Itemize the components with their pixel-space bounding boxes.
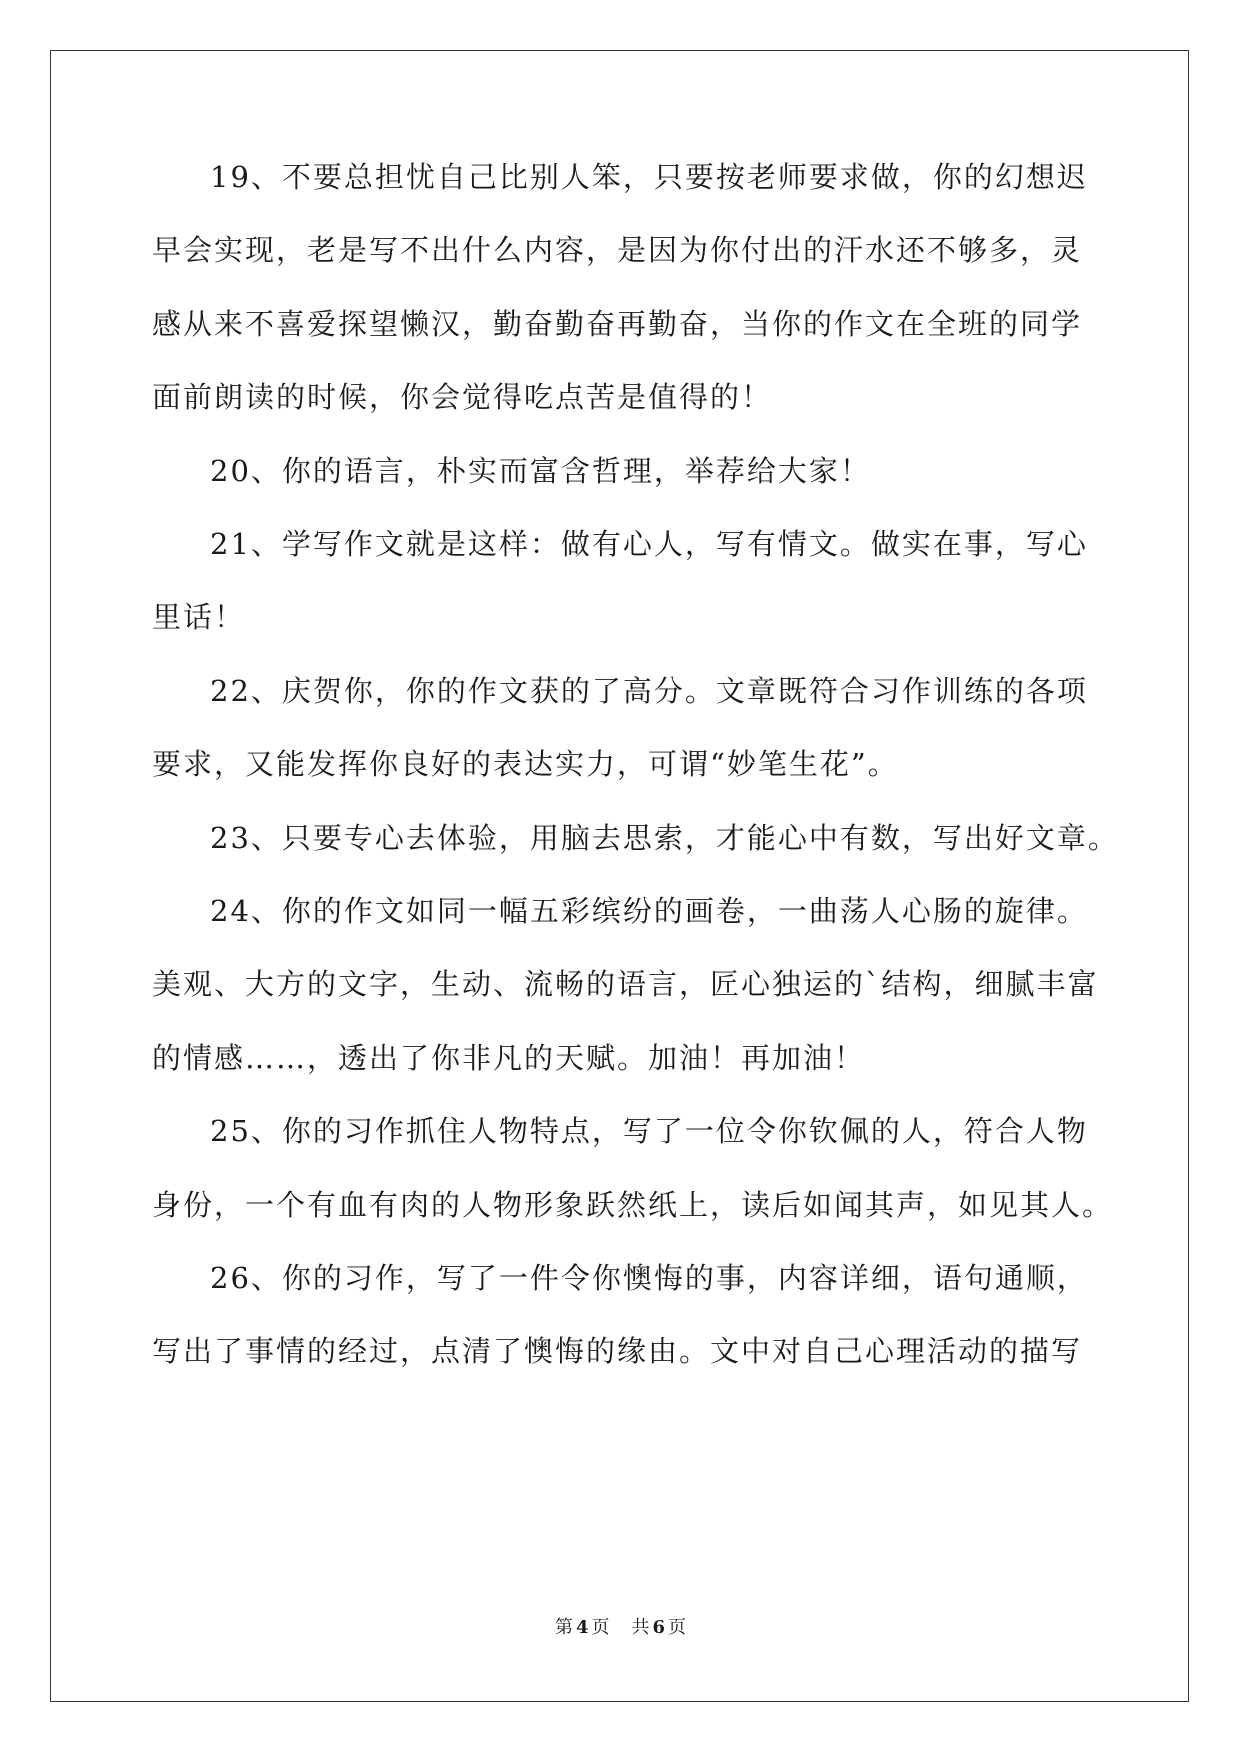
text-line: 身份，一个有血有肉的人物形象跃然纸上，读后如闻其声，如见其人。 (152, 1187, 1114, 1222)
footer-total-prefix: 共 (631, 1617, 650, 1638)
text-line: 里话！ (152, 600, 246, 635)
text-line: 感从来不喜爱探望懒汉，勤奋勤奋再勤奋，当你的作文在全班的同学 (152, 306, 1083, 341)
text-line: 写出了事情的经过，点清了懊悔的缘由。文中对自己心理活动的描写 (152, 1334, 1083, 1369)
text-line: 的情感……，透出了你非凡的天赋。加油！再加油！ (152, 1040, 866, 1075)
text-line: 美观、大方的文字，生动、流畅的语言，匠心独运的`结构，细腻丰富 (152, 967, 1099, 1002)
current-page-number: 4 (575, 1617, 589, 1638)
text-line: 19、不要总担忧自己比别人笨，只要按老师要求做，你的幻想迟 (210, 160, 1088, 194)
total-pages-number: 6 (652, 1617, 666, 1638)
text-line: 26、你的习作，写了一件令你懊悔的事，内容详细，语句通顺， (210, 1261, 1088, 1295)
page-border (50, 50, 1189, 1702)
footer-page-suffix: 页 (591, 1617, 610, 1638)
text-line: 23、只要专心去体验，用脑去思索，才能心中有数，写出好文章。 (210, 820, 1119, 855)
text-line: 20、你的语言，朴实而富含哲理，举荐给大家！ (210, 453, 871, 488)
text-line: 22、庆贺你，你的作文获的了高分。文章既符合习作训练的各项 (210, 673, 1088, 708)
page-footer (0, 1616, 1241, 1640)
text-line: 早会实现，老是写不出什么内容，是因为你付出的汗水还不够多，灵 (152, 233, 1083, 268)
text-line: 21、学写作文就是这样：做有心人，写有情文。做实在事，写心 (210, 527, 1088, 561)
footer-prefix: 第 (554, 1617, 573, 1638)
text-line: 要求，又能发挥你良好的表达实力，可谓“妙笔生花”。 (152, 747, 899, 782)
text-line: 25、你的习作抓住人物特点，写了一位令你钦佩的人，符合人物 (210, 1114, 1088, 1149)
footer-total-suffix: 页 (668, 1617, 687, 1638)
text-line: 面前朗读的时候，你会觉得吃点苦是值得的！ (152, 380, 773, 415)
text-line: 24、你的作文如同一幅五彩缤纷的画卷，一曲荡人心肠的旋律。 (210, 894, 1088, 928)
